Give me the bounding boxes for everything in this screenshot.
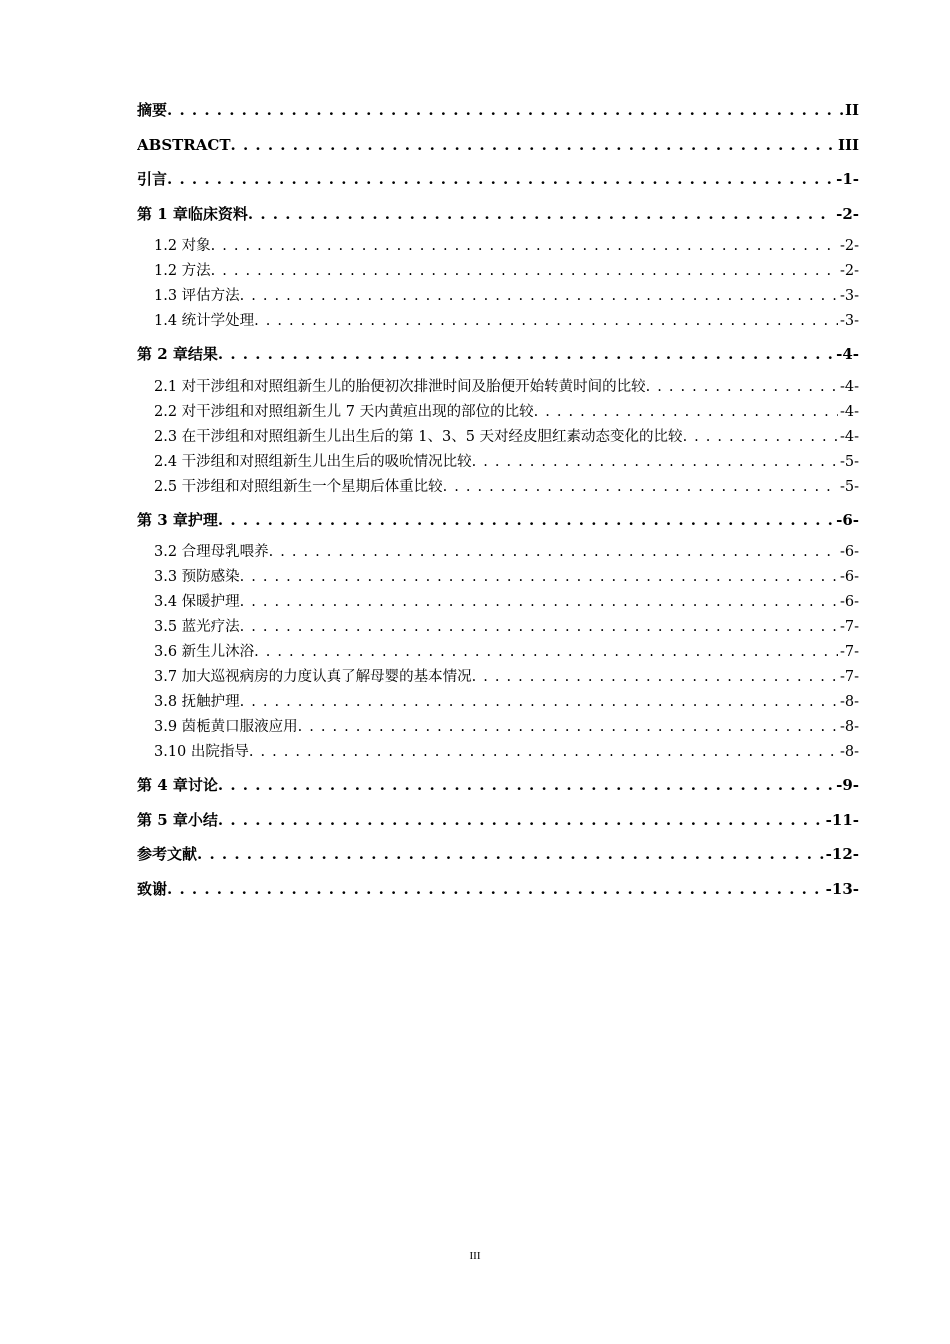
toc-entry-label: 3.9 茵栀黄口服液应用 bbox=[154, 719, 298, 735]
table-of-contents bbox=[137, 96, 859, 909]
toc-entry-label: 3.3 预防感染 bbox=[154, 569, 240, 585]
toc-entry-page: -6- bbox=[836, 510, 859, 529]
toc-section-entry[interactable] bbox=[137, 740, 859, 765]
dot-leader bbox=[240, 590, 838, 615]
dot-leader bbox=[269, 540, 838, 565]
dot-leader bbox=[298, 715, 838, 740]
dot-leader bbox=[646, 375, 838, 400]
dot-leader bbox=[443, 475, 838, 500]
toc-entry-page: -4- bbox=[839, 403, 859, 420]
toc-entry-page: -2- bbox=[839, 263, 859, 279]
dot-leader bbox=[534, 400, 838, 425]
toc-entry-page: -6- bbox=[839, 594, 859, 610]
toc-chapter-entry[interactable] bbox=[137, 340, 859, 375]
toc-entry-page: III bbox=[837, 135, 859, 154]
toc-chapter-entry[interactable] bbox=[137, 840, 859, 875]
toc-entry-page: -4- bbox=[839, 378, 859, 395]
dot-leader bbox=[218, 340, 834, 368]
toc-chapter-entry[interactable] bbox=[137, 506, 859, 541]
dot-leader bbox=[240, 565, 838, 590]
toc-entry-page: -6- bbox=[839, 544, 859, 560]
dot-leader bbox=[240, 690, 838, 715]
toc-entry-page: -3- bbox=[839, 313, 859, 329]
toc-section-entry[interactable] bbox=[137, 234, 859, 259]
toc-entry-label: 2.5 干涉组和对照组新生一个星期后体重比较 bbox=[154, 478, 443, 495]
toc-entry-label: 第 2 章结果 bbox=[137, 345, 218, 363]
toc-entry-page: -7- bbox=[839, 644, 859, 660]
toc-chapter-entry[interactable] bbox=[137, 131, 859, 166]
toc-entry-label: 引言 bbox=[137, 170, 168, 188]
toc-entry-label: 第 3 章护理 bbox=[137, 510, 218, 529]
toc-section-entry[interactable] bbox=[137, 284, 859, 309]
toc-entry-label: 致谢 bbox=[137, 879, 168, 898]
dot-leader bbox=[254, 309, 838, 334]
toc-section-entry[interactable] bbox=[137, 665, 859, 690]
toc-entry-page: -8- bbox=[839, 719, 859, 735]
toc-entry-label: 参考文献 bbox=[137, 845, 198, 863]
toc-entry-label: 摘要 bbox=[137, 101, 168, 119]
toc-section-entry[interactable] bbox=[137, 615, 859, 640]
toc-section-entry[interactable] bbox=[137, 450, 859, 475]
toc-entry-label: 第 1 章临床资料 bbox=[137, 204, 248, 223]
dot-leader bbox=[167, 875, 824, 903]
page-number: III bbox=[469, 1250, 481, 1262]
toc-entry-label: 3.10 出院指导 bbox=[154, 744, 249, 760]
toc-section-entry[interactable] bbox=[137, 400, 859, 425]
toc-section-entry[interactable] bbox=[137, 309, 859, 334]
toc-section-entry[interactable] bbox=[137, 475, 859, 500]
dot-leader bbox=[218, 771, 834, 799]
dot-leader bbox=[472, 450, 838, 475]
toc-section-entry[interactable] bbox=[137, 425, 859, 450]
dot-leader bbox=[211, 259, 838, 284]
toc-entry-label: 第 4 章讨论 bbox=[137, 776, 218, 794]
toc-entry-page: -8- bbox=[839, 744, 859, 760]
toc-entry-page: -4- bbox=[836, 345, 859, 363]
dot-leader bbox=[231, 131, 836, 159]
dot-leader bbox=[240, 615, 838, 640]
toc-entry-label: 3.2 合理母乳喂养 bbox=[154, 544, 269, 560]
dot-leader bbox=[249, 740, 838, 765]
toc-entry-label: 3.5 蓝光疗法 bbox=[154, 619, 240, 635]
toc-entry-label: 2.2 对干涉组和对照组新生儿 7 天内黄疸出现的部位的比较 bbox=[154, 403, 534, 420]
toc-section-entry[interactable] bbox=[137, 565, 859, 590]
dot-leader bbox=[167, 96, 843, 124]
toc-entry-page: -3- bbox=[839, 288, 859, 304]
dot-leader bbox=[218, 806, 824, 834]
toc-entry-label: 1.2 对象 bbox=[154, 238, 211, 254]
toc-section-entry[interactable] bbox=[137, 259, 859, 284]
toc-chapter-entry[interactable] bbox=[137, 96, 859, 131]
toc-entry-label: 1.3 评估方法 bbox=[154, 288, 240, 304]
toc-entry-page: -9- bbox=[836, 776, 859, 794]
toc-entry-label: 2.4 干涉组和对照组新生儿出生后的吸吮情况比较 bbox=[154, 453, 472, 470]
toc-chapter-entry[interactable] bbox=[137, 806, 859, 841]
toc-chapter-entry[interactable] bbox=[137, 875, 859, 910]
toc-entry-label: 3.4 保暖护理 bbox=[154, 594, 240, 610]
toc-entry-label: 3.6 新生儿沐浴 bbox=[154, 644, 255, 660]
toc-entry-page: -4- bbox=[839, 428, 859, 445]
dot-leader bbox=[240, 284, 838, 309]
dot-leader bbox=[197, 840, 824, 868]
toc-entry-page: -7- bbox=[839, 669, 859, 685]
toc-section-entry[interactable] bbox=[137, 690, 859, 715]
toc-section-entry[interactable] bbox=[137, 375, 859, 400]
toc-chapter-entry[interactable] bbox=[137, 200, 859, 235]
toc-entry-label: 1.2 方法 bbox=[154, 263, 211, 279]
toc-entry-page: -1- bbox=[836, 170, 859, 188]
toc-entry-label: 1.4 统计学处理 bbox=[154, 313, 255, 329]
toc-entry-label: 2.1 对干涉组和对照组新生儿的胎便初次排泄时间及胎便开始转黄时间的比较 bbox=[154, 378, 646, 395]
toc-chapter-entry[interactable] bbox=[137, 771, 859, 806]
dot-leader bbox=[211, 234, 838, 259]
toc-entry-page: -7- bbox=[839, 619, 859, 635]
dot-leader bbox=[167, 165, 834, 193]
toc-entry-page: -2- bbox=[839, 238, 859, 254]
toc-entry-label: 3.8 抚触护理 bbox=[154, 694, 240, 710]
dot-leader bbox=[248, 200, 834, 228]
toc-entry-page: -6- bbox=[839, 569, 859, 585]
toc-entry-page: -5- bbox=[839, 453, 859, 470]
dot-leader bbox=[683, 425, 838, 450]
toc-section-entry[interactable] bbox=[137, 540, 859, 565]
toc-entry-page: -8- bbox=[839, 694, 859, 710]
toc-entry-page: -5- bbox=[839, 478, 859, 495]
toc-entry-page: -13- bbox=[825, 879, 859, 898]
dot-leader bbox=[472, 665, 838, 690]
dot-leader bbox=[254, 640, 838, 665]
toc-entry-page: II bbox=[844, 101, 859, 119]
toc-entry-label: 3.7 加大巡视病房的力度认真了解母婴的基本情况 bbox=[154, 669, 472, 685]
toc-entry-page: -11- bbox=[825, 810, 859, 829]
toc-entry-label: 2.3 在干涉组和对照组新生儿出生后的第 1、3、5 天对经皮胆红素动态变化的比较 bbox=[154, 428, 683, 445]
toc-entry-label: 第 5 章小结 bbox=[137, 810, 218, 829]
toc-entry-label: ABSTRACT bbox=[137, 135, 231, 154]
toc-section-entry[interactable] bbox=[137, 590, 859, 615]
toc-entry-page: -2- bbox=[836, 204, 859, 223]
toc-section-entry[interactable] bbox=[137, 640, 859, 665]
toc-section-entry[interactable] bbox=[137, 715, 859, 740]
toc-chapter-entry[interactable] bbox=[137, 165, 859, 200]
dot-leader bbox=[218, 506, 834, 534]
toc-entry-page: -12- bbox=[825, 845, 859, 863]
